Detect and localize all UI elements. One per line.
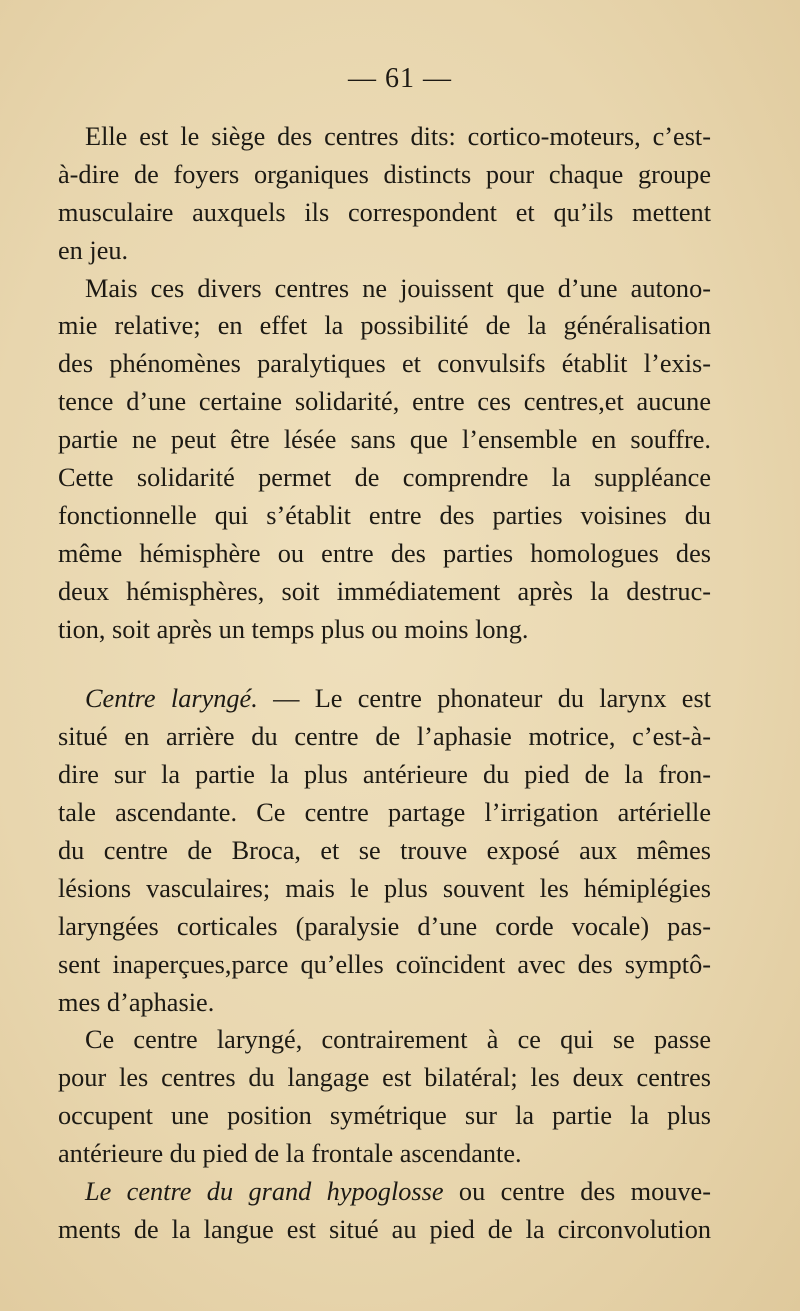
text-line: deux hémisphères, soit immédiatement après la destruc-: [58, 576, 711, 606]
text-run: — Le centre phonateur du larynx est: [257, 684, 712, 714]
text-line: Mais ces divers centres ne jouissent que d’une autono-: [85, 273, 711, 303]
body-text: [58, 118, 711, 1249]
text-line: tion, soit après un temps plus ou moins long.: [58, 614, 529, 644]
text-line: antérieure du pied de la frontale ascendante.: [58, 1139, 522, 1169]
text-line: mes d’aphasie.: [58, 987, 215, 1017]
text-line: à-dire de foyers organiques distincts pour chaque groupe: [58, 159, 711, 189]
text-run: ou centre des mouve-: [443, 1177, 711, 1207]
text-line: Cette solidarité permet de comprendre la suppléance: [58, 463, 711, 493]
text-line: même hémisphère ou entre des parties homologues des: [58, 538, 711, 568]
text-line: mie relative; en effet la possibilité de la généralisation: [58, 311, 711, 341]
text-line: laryngées corticales (paralysie d’une corde vocale) pas-: [58, 911, 711, 941]
text-line: pour les centres du langage est bilatéral; les deux centres: [58, 1063, 711, 1093]
text-line: tence d’une certaine solidarité, entre ces centres,et aucune: [58, 387, 711, 417]
text-line: occupent une position symétrique sur la partie la plus: [58, 1101, 711, 1131]
text-line: en jeu.: [58, 235, 129, 265]
text-line: musculaire auxquels ils correspondent et qu’ils mettent: [58, 197, 711, 227]
text-line: tale ascendante. Ce centre partage l’irrigation artérielle: [58, 798, 711, 828]
text-line: des phénomènes paralytiques et convulsifs établit l’exis-: [58, 349, 711, 379]
page-number: — 61 —: [348, 63, 452, 94]
text-line: fonctionnelle qui s’établit entre des parties voisines du: [58, 500, 711, 530]
text-line: ments de la langue est situé au pied de la circonvolution: [58, 1214, 711, 1244]
text-line: Ce centre laryngé, contrairement à ce qui se passe: [85, 1025, 711, 1055]
text-line: du centre de Broca, et se trouve exposé aux mêmes: [58, 836, 711, 866]
text-line: situé en arrière du centre de l’aphasie motrice, c’est-à-: [58, 722, 711, 752]
text-line: partie ne peut être lésée sans que l’ensemble en souffre.: [58, 425, 711, 455]
section-heading-centre-larynge: Centre laryngé.: [85, 684, 258, 714]
text-line: [58, 680, 711, 718]
text-line: sent inaperçues,parce qu’elles coïncident avec des symptô-: [58, 949, 711, 979]
text-line: lésions vasculaires; mais le plus souvent les hémiplégies: [58, 873, 711, 903]
text-line: dire sur la partie la plus antérieure du pied de la fron-: [58, 760, 711, 790]
text-line: [58, 1173, 711, 1211]
section-heading-grand-hypoglosse: Le centre du grand hypoglosse: [85, 1177, 444, 1207]
text-line: Elle est le siège des centres dits: cortico-moteurs, c’est-: [85, 122, 711, 151]
paragraph-gap: [58, 648, 711, 680]
